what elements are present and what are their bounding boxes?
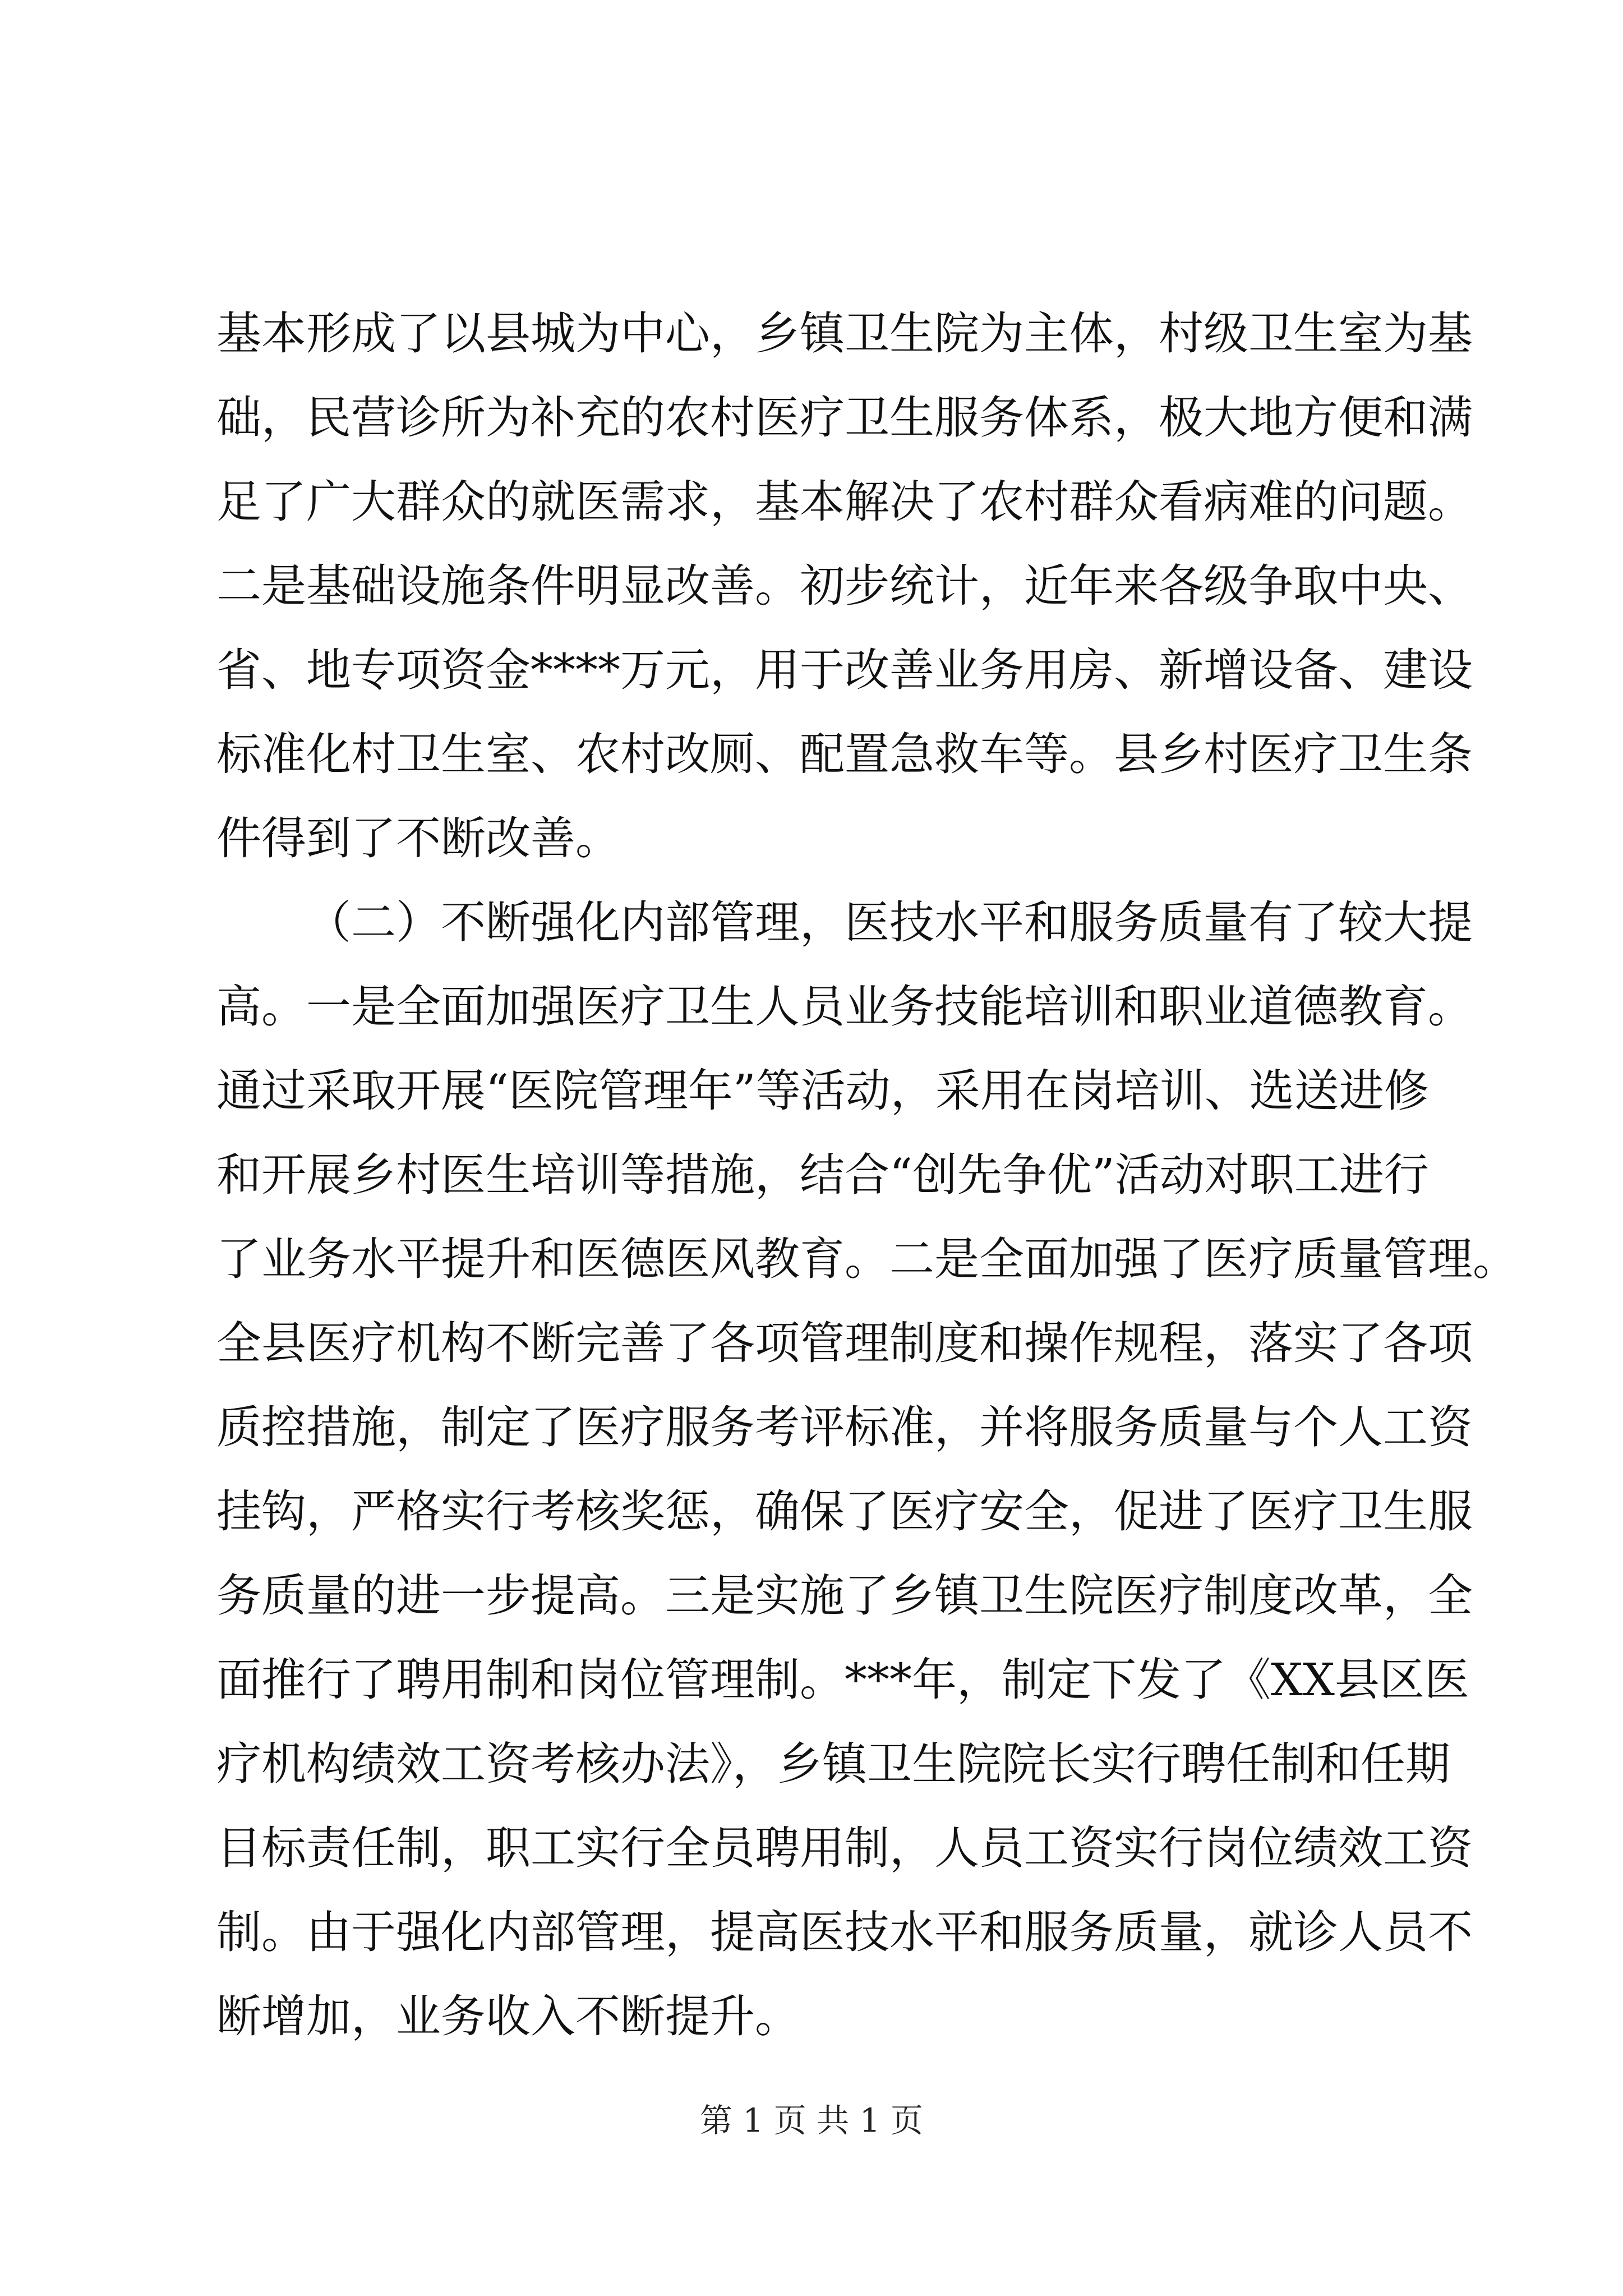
text-line: 了业务水平提升和医德医风教育。二是全面加强了医疗质量管理。 (216, 1233, 1518, 1285)
text-line: 基本形成了以县城为中心，乡镇卫生院为主体，村级卫生室为基 (216, 307, 1473, 360)
body-text (216, 292, 1518, 2059)
page-footer (0, 2098, 1623, 2143)
text-line: 务质量的进一步提高。三是实施了乡镇卫生院医疗制度改革，全 (216, 1570, 1473, 1622)
text-line: 件得到了不断改善。 (216, 812, 620, 864)
text-line: 和开展乡村医生培训等措施，结合“创先争优”活动对职工进行 (216, 1149, 1429, 1201)
text-line: 挂钩，严格实行考核奖惩，确保了医疗安全，促进了医疗卫生服 (216, 1485, 1473, 1538)
text-line: 全县医疗机构不断完善了各项管理制度和操作规程，落实了各项 (216, 1317, 1473, 1369)
text-line: 足了广大群众的就医需求，基本解决了农村群众看病难的问题。 (216, 476, 1473, 528)
text-line: 省、地专项资金****万元，用于改善业务用房、新增设备、建设 (216, 644, 1473, 696)
text-line: 通过采取开展“医院管理年”等活动，采用在岗培训、选送进修 (216, 1065, 1429, 1117)
page-number-label: 第 1 页 共 1 页 (700, 2101, 923, 2139)
section-heading-line: （二）不断强化内部管理，医技水平和服务质量有了较大提 (306, 896, 1473, 949)
text-line: 目标责任制，职工实行全员聘用制，人员工资实行岗位绩效工资 (216, 1822, 1473, 1874)
text-line: 础，民营诊所为补充的农村医疗卫生服务体系，极大地方便和满 (216, 392, 1473, 444)
text-line: 断增加，业务收入不断提升。 (216, 1990, 800, 2042)
text-line: 高。一是全面加强医疗卫生人员业务技能培训和职业道德教育。 (216, 981, 1473, 1033)
text-line: 制。由于强化内部管理，提高医技水平和服务质量，就诊人员不 (216, 1906, 1473, 1958)
text-line: 面推行了聘用制和岗位管理制。***年，制定下发了《XX县区医 (216, 1654, 1469, 1706)
text-line: 标准化村卫生室、农村改厕、配置急救车等。县乡村医疗卫生条 (216, 728, 1473, 780)
text-line: 质控措施，制定了医疗服务考评标准，并将服务质量与个人工资 (216, 1401, 1473, 1453)
text-line: 二是基础设施条件明显改善。初步统计，近年来各级争取中央、 (216, 560, 1473, 612)
text-line: 疗机构绩效工资考核办法》，乡镇卫生院院长实行聘任制和任期 (216, 1738, 1450, 1790)
